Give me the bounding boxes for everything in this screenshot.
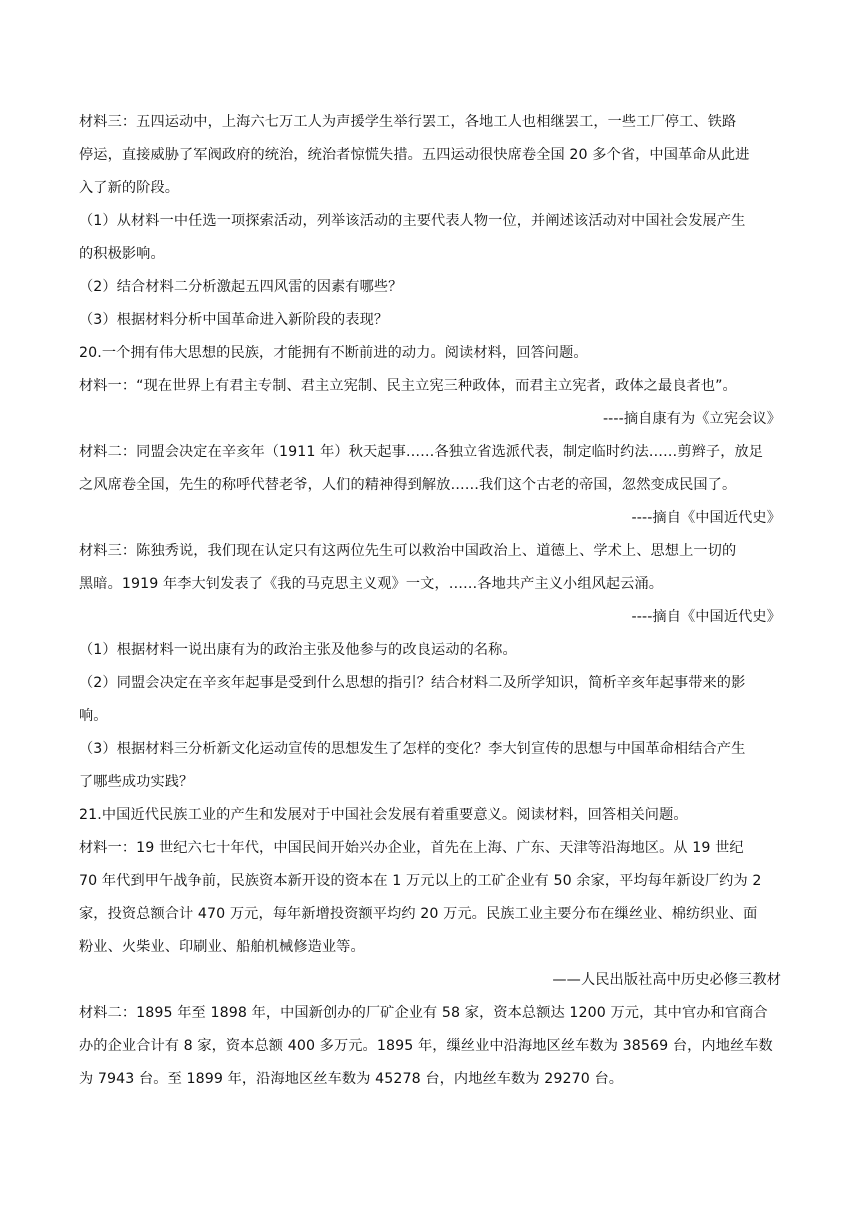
text-line: 入了新的阶段。 [79, 180, 180, 196]
text-line: 20.一个拥有伟大思想的民族，才能拥有不断前进的动力。阅读材料，回答问题。 [79, 345, 588, 361]
text-line: （3）根据材料三分析新文化运动宣传的思想发生了怎样的变化？李大钊宣传的思想与中国革命相结合产生 [79, 741, 746, 757]
text-line: 材料一：19 世纪六七十年代，中国民间开始兴办企业，首先在上海、广东、天津等沿海地区。从 19 世纪 [79, 840, 744, 856]
text-line: 粉业、火柴业、印刷业、船舶机械修造业等。 [79, 939, 365, 955]
text-line: 材料二：1895 年至 1898 年，中国新创办的厂矿企业有 58 家，资本总额达 1200 万元，其中官办和官商合 [79, 1005, 768, 1021]
text-line: 的积极影响。 [79, 246, 165, 262]
text-line: 21.中国近代民族工业的产生和发展对于中国社会发展有着重要意义。阅读材料，回答相关问题。 [79, 807, 688, 823]
document-page [79, 106, 781, 1096]
text-line: 材料三：陈独秀说，我们现在认定只有这两位先生可以救治中国政治上、道德上、学术上、思想上一切的 [79, 543, 737, 559]
text-line: 材料三：五四运动中，上海六七万工人为声援学生举行罢工，各地工人也相继罢工，一些工厂停工、铁路 [79, 114, 737, 130]
text-line: 了哪些成功实践？ [79, 774, 194, 790]
text-line: 办的企业合计有 8 家，资本总额 400 多万元。1895 年，缫丝业中沿海地区丝车数为 38569 台，内地丝车数 [79, 1038, 773, 1054]
text-line: 家，投资总额合计 470 万元，每年新增投资额平均约 20 万元。民族工业主要分布在缫丝业、棉纺织业、面 [79, 906, 758, 922]
source-citation: ----摘自康有为《立宪会议》 [602, 411, 781, 427]
text-line: （2）同盟会决定在辛亥年起事是受到什么思想的指引？结合材料二及所学知识，简析辛亥年起事带来的影 [79, 675, 746, 691]
text-line: （3）根据材料分析中国革命进入新阶段的表现？ [79, 312, 389, 328]
source-citation: ——人民出版社高中历史必修三教材 [552, 972, 781, 988]
text-line: （2）结合材料二分析激起五四风雷的因素有哪些？ [79, 279, 403, 295]
text-line: 黑暗。1919 年李大钊发表了《我的马克思主义观》一文，……各地共产主义小组风起云涌。 [79, 576, 664, 592]
text-line: （1）根据材料一说出康有为的政治主张及他参与的改良运动的名称。 [79, 642, 517, 658]
text-line: 之风席卷全国，先生的称呼代替老爷，人们的精神得到解放……我们这个古老的帝国，忽然变成民国了。 [79, 477, 737, 493]
source-citation: ----摘自《中国近代史》 [631, 510, 781, 526]
text-line: 为 7943 台。至 1899 年，沿海地区丝车数为 45278 台，内地丝车数为 29270 台。 [79, 1071, 624, 1087]
text-line: （1）从材料一中任选一项探索活动，列举该活动的主要代表人物一位，并阐述该活动对中国社会发展产生 [79, 213, 746, 229]
text-line: 材料二：同盟会决定在辛亥年（1911 年）秋天起事……各独立省选派代表，制定临时约法……剪辫子，放足 [79, 444, 764, 460]
source-citation: ----摘自《中国近代史》 [631, 609, 781, 625]
text-line: 响。 [79, 708, 108, 724]
text-line: 停运，直接威胁了军阀政府的统治，统治者惊慌失措。五四运动很快席卷全国 20 多个省，中国革命从此进 [79, 147, 750, 163]
text-line: 材料一：“现在世界上有君主专制、君主立宪制、民主立宪三种政体，而君主立宪者，政体之最良者也”。 [79, 378, 737, 394]
text-line: 70 年代到甲午战争前，民族资本新开设的资本在 1 万元以上的工矿企业有 50 余家，平均每年新设厂约为 2 [79, 873, 762, 889]
